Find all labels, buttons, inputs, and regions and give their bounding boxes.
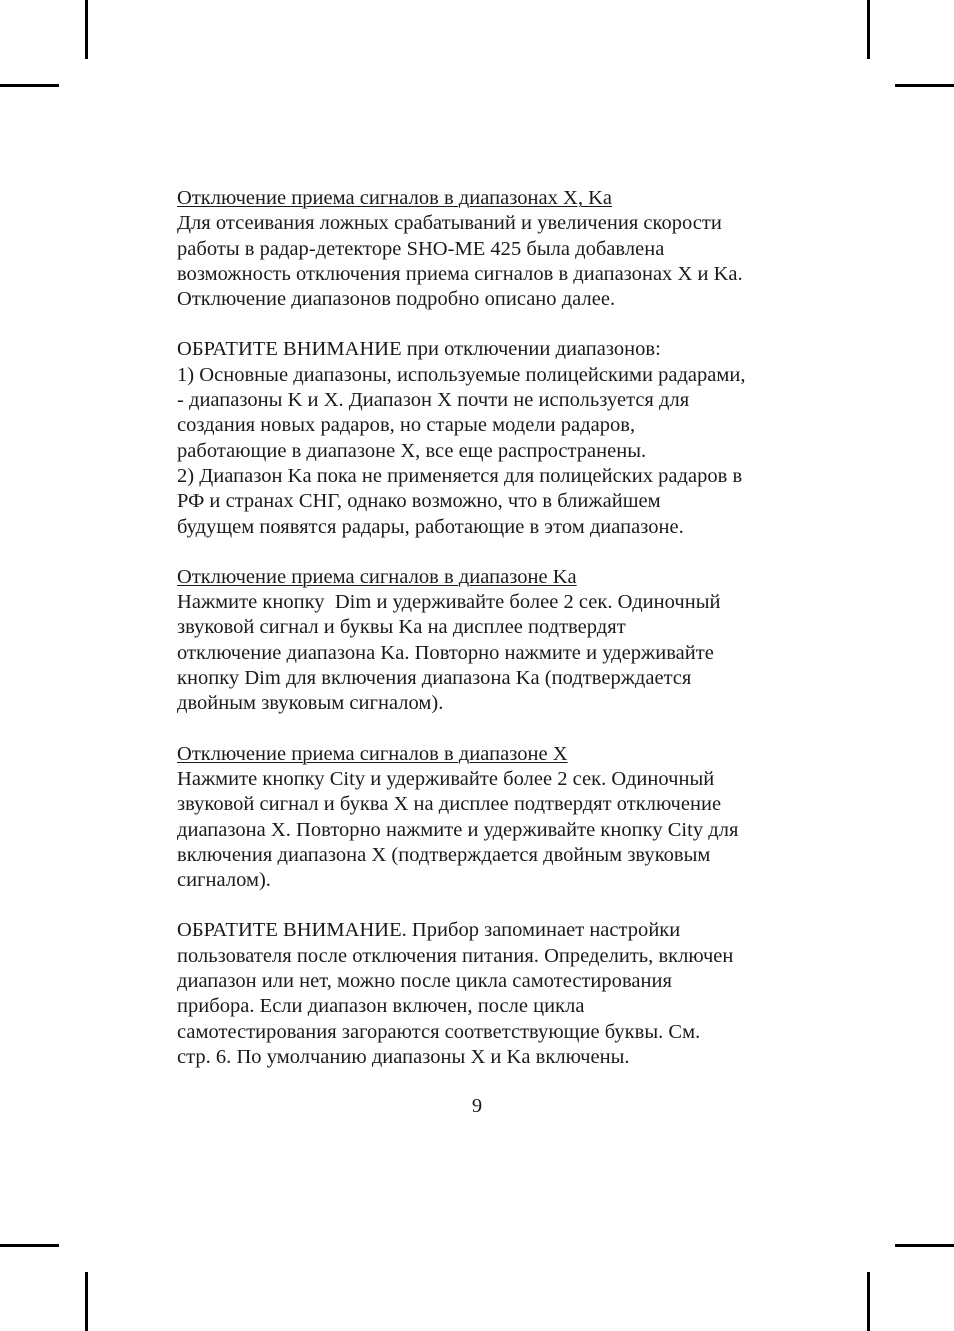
crop-mark-bottom-left-horizontal: [0, 1244, 59, 1247]
text-line: РФ и странах СНГ, однако возможно, что в ближайшем: [177, 490, 661, 513]
text-line: двойным звуковым сигналом).: [177, 692, 444, 715]
crop-mark-top-left-horizontal: [0, 84, 59, 87]
text-line: диапазон или нет, можно после цикла самотестирования: [177, 970, 672, 993]
paragraph: [177, 565, 802, 717]
crop-mark-top-right-vertical: [867, 0, 870, 59]
crop-mark-bottom-right-horizontal: [895, 1244, 954, 1247]
crop-mark-bottom-left-vertical: [85, 1272, 88, 1331]
crop-mark-top-left-vertical: [85, 0, 88, 59]
text-line: включения диапазона X (подтверждается двойным звуковым: [177, 843, 711, 866]
paragraph: [177, 918, 802, 1070]
document-text-body: [177, 186, 802, 1070]
crop-mark-top-right-horizontal: [895, 84, 954, 87]
text-line: 2) Диапазон Ka пока не применяется для полицейских радаров в: [177, 464, 743, 487]
paragraph: [177, 186, 802, 312]
text-line: возможность отключения приема сигналов в диапазонах X и Ka.: [177, 262, 743, 285]
text-line: диапазона X. Повторно нажмите и удерживайте кнопку City для: [177, 818, 739, 841]
text-line: 1) Основные диапазоны, используемые полицейскими радарами,: [177, 363, 746, 386]
text-line: будущем появятся радары, работающие в этом диапазоне.: [177, 515, 684, 538]
text-line: создания новых радаров, но старые модели радаров,: [177, 414, 636, 437]
text-line: отключение диапазона Ka. Повторно нажмите и удерживайте: [177, 641, 714, 664]
section-heading: Отключение приема сигналов в диапазоне Ka: [177, 565, 577, 588]
text-line: сигналом).: [177, 869, 271, 892]
paragraph: [177, 337, 802, 539]
section-heading: Отключение приема сигналов в диапазоне X: [177, 742, 568, 765]
text-line: кнопку Dim для включения диапазона Ka (подтверждается: [177, 667, 692, 690]
text-line: - диапазоны K и X. Диапазон X почти не используется для: [177, 389, 690, 412]
text-line: Нажмите кнопку City и удерживайте более 2 сек. Одиночный: [177, 767, 715, 790]
text-line: ОБРАТИТЕ ВНИМАНИЕ. Прибор запоминает настройки: [177, 919, 681, 942]
text-line: звуковой сигнал и буква X на дисплее подтвердят отключение: [177, 793, 722, 816]
text-line: Для отсеивания ложных срабатываний и увеличения скорости: [177, 212, 722, 235]
text-line: ОБРАТИТЕ ВНИМАНИЕ при отключении диапазонов:: [177, 338, 661, 361]
paragraph: [177, 742, 802, 894]
section-heading: Отключение приема сигналов в диапазонах X, Ka: [177, 187, 613, 209]
text-line: прибора. Если диапазон включен, после цикла: [177, 995, 585, 1018]
crop-mark-bottom-right-vertical: [867, 1272, 870, 1331]
text-line: самотестирования загораются соответствующие буквы. См.: [177, 1020, 701, 1043]
text-line: стр. 6. По умолчанию диапазоны X и Ka включены.: [177, 1045, 630, 1068]
text-line: работающие в диапазоне X, все еще распространены.: [177, 439, 647, 462]
text-line: звуковой сигнал и буквы Ka на дисплее подтвердят: [177, 616, 626, 639]
text-line: работы в радар-детекторе SHO-ME 425 была добавлена: [177, 237, 665, 260]
page-number: 9: [471, 1095, 483, 1117]
text-line: Нажмите кнопку Dim и удерживайте более 2 сек. Одиночный: [177, 591, 721, 614]
text-line: Отключение диапазонов подробно описано далее.: [177, 288, 616, 311]
text-line: пользователя после отключения питания. Определить, включен: [177, 944, 734, 967]
